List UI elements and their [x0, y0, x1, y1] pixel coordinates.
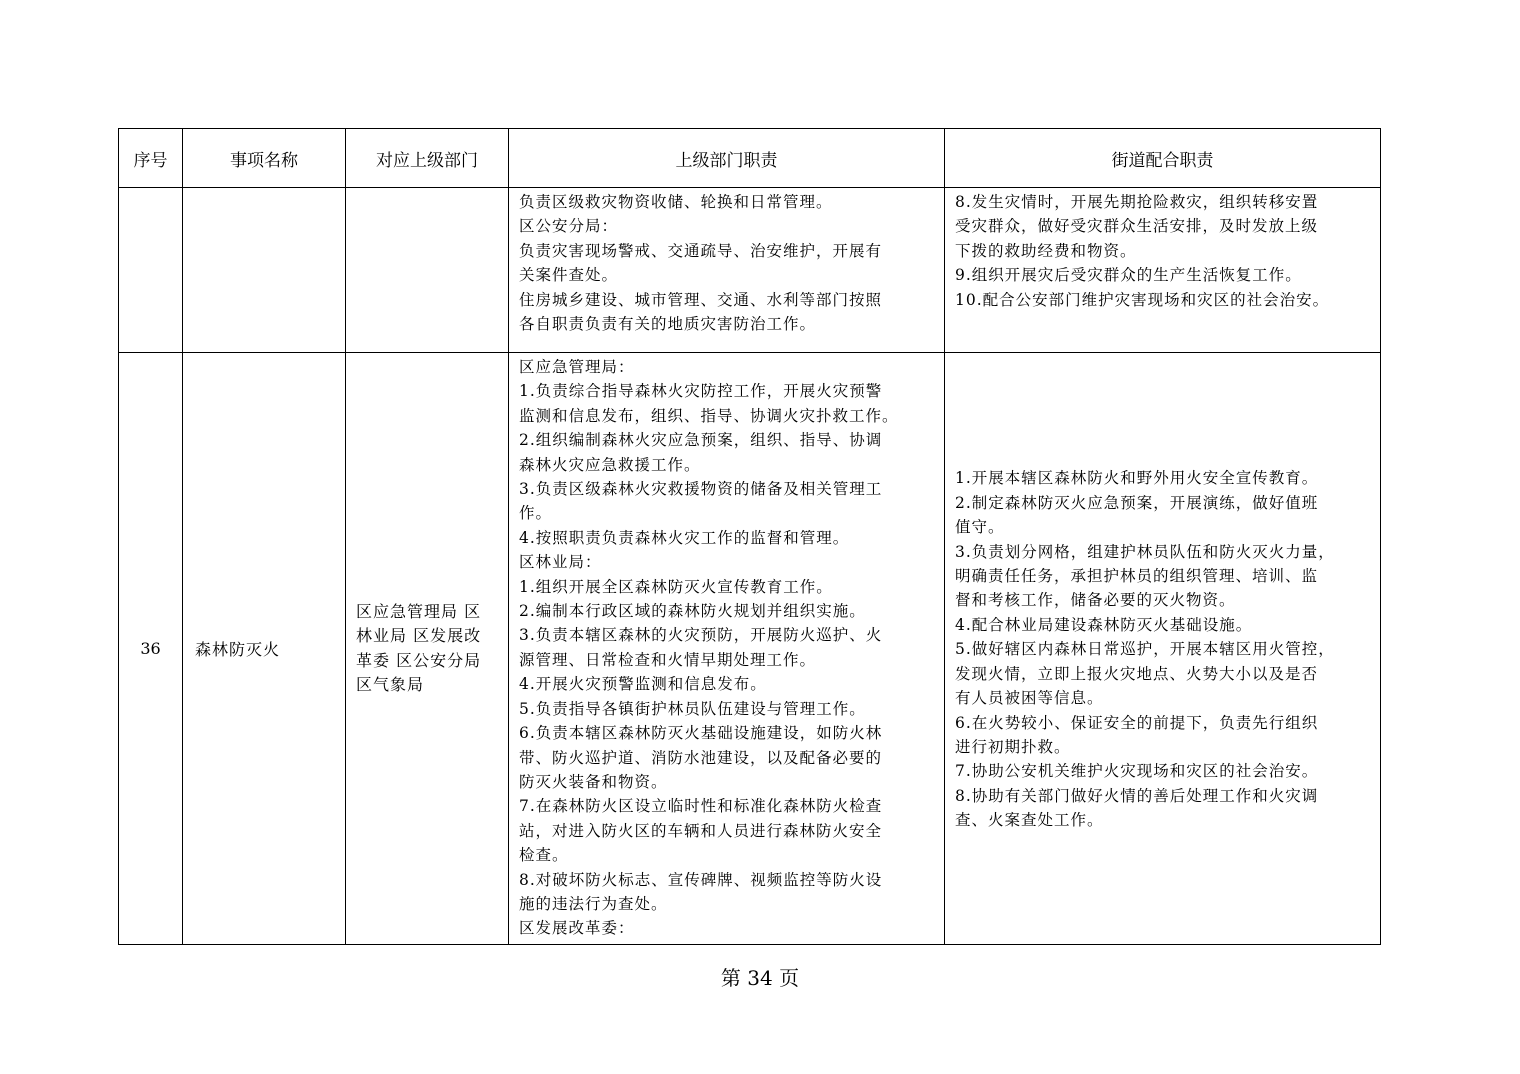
duty-line: 4.按照职责负责森林火灾工作的监督和管理。 [519, 528, 850, 547]
duty-line: 森林火灾应急救援工作。 [519, 455, 701, 474]
duty-line: 区林业局： [519, 553, 602, 572]
duty-line: 源管理、日常检查和火情早期处理工作。 [519, 650, 817, 669]
seq-cell: 36 [119, 353, 183, 945]
duty-line: 7.协助公安机关维护火灾现场和灾区的社会治安。 [955, 762, 1319, 781]
dept-line: 革委 区公安分局 [356, 650, 482, 670]
item-name-cell: 森林防灭火 [183, 353, 346, 945]
street-duty-cell [945, 353, 1381, 945]
upper-duty-cell [509, 353, 945, 945]
duty-table [118, 128, 1381, 945]
header-upper-dept: 对应上级部门 [346, 129, 509, 188]
duty-line: 4.开展火灾预警监测和信息发布。 [519, 675, 767, 694]
duty-line: 3.负责本辖区森林的火灾预防，开展防火巡护、火 [519, 626, 883, 645]
duty-line: 6.在火势较小、保证安全的前提下，负责先行组织 [955, 713, 1319, 732]
duty-line: 查、火案查处工作。 [955, 811, 1104, 830]
dept-line: 林业局 区发展改 [356, 626, 482, 646]
upper-dept-cell [346, 188, 509, 353]
duty-line: 值守。 [955, 518, 1005, 537]
duty-line: 检查。 [519, 846, 569, 865]
table-row [119, 353, 1381, 945]
header-street-duty: 街道配合职责 [945, 129, 1381, 188]
header-seq: 序号 [119, 129, 183, 188]
duty-line: 8.协助有关部门做好火情的善后处理工作和火灾调 [955, 786, 1319, 805]
duty-line: 受灾群众，做好受灾群众生活安排，及时发放上级 [955, 217, 1319, 236]
duty-line: 区发展改革委： [519, 919, 635, 938]
duty-line: 关案件查处。 [519, 266, 619, 285]
duty-line: 进行初期扑救。 [955, 737, 1071, 756]
header-upper-duty: 上级部门职责 [509, 129, 945, 188]
duty-line: 2.组织编制森林火灾应急预案，组织、指导、协调 [519, 431, 883, 450]
duty-line: 8.对破坏防火标志、宣传碑牌、视频监控等防火设 [519, 870, 883, 889]
duty-line: 9.组织开展灾后受灾群众的生产生活恢复工作。 [955, 266, 1302, 285]
seq-cell [119, 188, 183, 353]
upper-dept-cell [346, 353, 509, 945]
dept-line: 区气象局 [356, 674, 425, 694]
page-number: 第 34 页 [720, 966, 800, 990]
duty-line: 3.负责划分网格，组建护林员队伍和防火灭火力量， [955, 542, 1335, 561]
duty-line: 各自职责负责有关的地质灾害防治工作。 [519, 315, 817, 334]
duty-line: 作。 [519, 504, 553, 523]
duty-line: 6.负责本辖区森林防灭火基础设施建设，如防火林 [519, 724, 883, 743]
table-header-row [119, 129, 1381, 188]
duty-line: 有人员被困等信息。 [955, 689, 1104, 708]
duty-line: 发现火情，立即上报火灾地点、火势大小以及是否 [955, 664, 1319, 683]
duty-line: 3.负责区级森林火灾救援物资的储备及相关管理工 [519, 480, 883, 499]
duty-line: 下拨的救助经费和物资。 [955, 241, 1137, 260]
duty-line: 2.编制本行政区域的森林防火规划并组织实施。 [519, 602, 866, 621]
duty-line: 10.配合公安部门维护灾害现场和灾区的社会治安。 [955, 290, 1330, 309]
upper-duty-cell [509, 188, 945, 353]
duty-line: 区公安分局： [519, 217, 619, 236]
duty-line: 负责区级救灾物资收储、轮换和日常管理。 [519, 193, 833, 211]
dept-line: 区应急管理局 区 [356, 601, 482, 621]
header-item-name: 事项名称 [183, 129, 346, 188]
duty-line: 住房城乡建设、城市管理、交通、水利等部门按照 [519, 290, 883, 309]
duty-line: 1.开展本辖区森林防火和野外用火安全宣传教育。 [955, 469, 1319, 488]
street-duty-cell [945, 188, 1381, 353]
duty-line: 5.做好辖区内森林日常巡护，开展本辖区用火管控， [955, 640, 1335, 659]
duty-line: 1.负责综合指导森林火灾防控工作，开展火灾预警 [519, 382, 883, 401]
duty-line: 施的违法行为查处。 [519, 894, 668, 913]
duty-line: 带、防火巡护道、消防水池建设，以及配备必要的 [519, 748, 883, 767]
duty-line: 防灭火装备和物资。 [519, 772, 668, 791]
duty-line: 站，对进入防火区的车辆和人员进行森林防火安全 [519, 821, 883, 840]
duty-line: 4.配合林业局建设森林防灭火基础设施。 [955, 615, 1253, 634]
duty-line: 2.制定森林防灭火应急预案，开展演练，做好值班 [955, 493, 1319, 512]
duty-line: 1.组织开展全区森林防灭火宣传教育工作。 [519, 577, 833, 596]
table-row [119, 188, 1381, 353]
duty-line: 监测和信息发布，组织、指导、协调火灾扑救工作。 [519, 406, 899, 425]
item-name-cell [183, 188, 346, 353]
duty-line: 负责灾害现场警戒、交通疏导、治安维护，开展有 [519, 241, 883, 260]
duty-line: 5.负责指导各镇街护林员队伍建设与管理工作。 [519, 699, 866, 718]
duty-line: 明确责任任务，承担护林员的组织管理、培训、监 [955, 567, 1319, 586]
duty-line: 区应急管理局： [519, 358, 635, 376]
duty-line: 8.发生灾情时，开展先期抢险救灾，组织转移安置 [955, 193, 1319, 211]
duty-line: 督和考核工作，储备必要的灭火物资。 [955, 591, 1236, 610]
duty-line: 7.在森林防火区设立临时性和标准化森林防火检查 [519, 797, 883, 816]
